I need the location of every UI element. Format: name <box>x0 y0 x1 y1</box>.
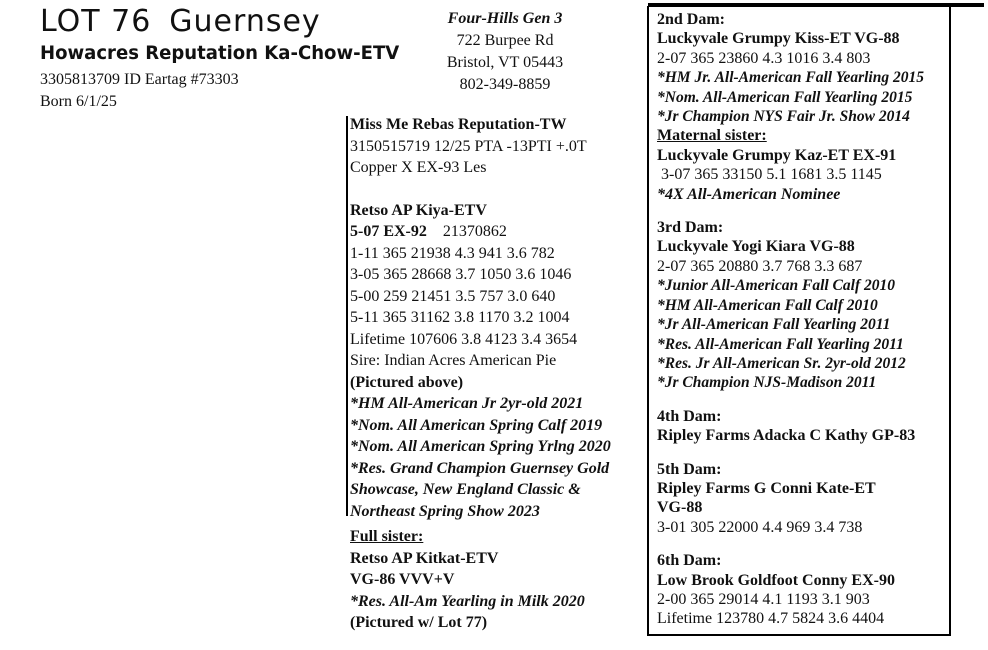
middle-divider <box>346 116 348 516</box>
full-sister-honor: *Res. All-Am Yearling in Milk 2020 <box>350 592 585 610</box>
maternal-sister-name: Luckyvale Grumpy Kaz-ET EX-91 <box>657 146 897 164</box>
full-sister-classification: VG-86 VVV+V <box>350 571 455 588</box>
fourth-dam-label: 4th Dam: <box>657 407 722 425</box>
animal-birthdate: Born 6/1/25 <box>40 93 117 110</box>
animal-name: Howacres Reputation Ka-Chow-ETV <box>40 42 400 64</box>
fifth-dam-label: 5th Dam: <box>657 460 722 478</box>
dam-record: 3-05 365 28668 3.7 1050 3.6 1046 <box>350 266 572 283</box>
dam-lifetime: Lifetime 107606 3.8 4123 3.4 3654 <box>350 330 578 348</box>
consignor-city: Bristol, VT 05443 <box>446 54 564 71</box>
sire-info: 3150515719 12/25 PTA -13PTI +.0T <box>350 137 587 155</box>
dam-classification-row <box>350 221 611 243</box>
animal-registration: 3305813709 ID Eartag #73303 <box>40 71 239 88</box>
third-dam-name: Luckyvale Yogi Kiara VG-88 <box>657 238 855 256</box>
full-sister-pictured: (Pictured w/ Lot 77) <box>350 614 488 631</box>
third-dam-honor: *HM All-American Fall Calf 2010 <box>657 296 878 314</box>
third-dam-honor: *Junior All-American Fall Calf 2010 <box>657 277 895 295</box>
second-dam-name: Luckyvale Grumpy Kiss-ET VG-88 <box>657 30 900 48</box>
second-dam-label: 2nd Dam: <box>657 11 726 28</box>
full-sister-label: Full sister: <box>350 528 424 545</box>
dam-record: 5-11 365 31162 3.8 1170 3.2 1004 <box>350 309 570 326</box>
second-dam-honor: *HM Jr. All-American Fall Yearling 2015 <box>657 69 924 87</box>
third-dam-label: 3rd Dam: <box>657 219 724 237</box>
fifth-dam-classification: VG-88 <box>657 499 703 517</box>
lot-header <box>40 4 321 39</box>
consignor-farm: Four-Hills Gen 3 <box>447 10 563 27</box>
third-dam-honor: *Res. Jr All-American Sr. 2yr-old 2012 <box>657 354 906 372</box>
third-dam-honor: *Res. All-American Fall Yearling 2011 <box>657 335 904 353</box>
second-dam-honor: *Jr Champion NYS Fair Jr. Show 2014 <box>657 108 910 126</box>
dam-sire: Sire: Indian Acres American Pie <box>350 352 557 369</box>
dam-pictured: (Pictured above) <box>350 373 464 391</box>
second-dam-honor: *Nom. All-American Fall Yearling 2015 <box>657 88 913 106</box>
dam-honor: *HM All-American Jr 2yr-old 2021 <box>350 395 584 412</box>
dam-record: 1-11 365 21938 4.3 941 3.6 782 <box>350 244 555 262</box>
fourth-dam-name: Ripley Farms Adacka C Kathy GP-83 <box>657 427 916 445</box>
maternal-sister-honor: *4X All-American Nominee <box>657 185 841 203</box>
third-dam-record: 2-07 365 20880 3.7 768 3.3 687 <box>657 257 863 275</box>
sixth-dam-name: Low Brook Goldfoot Conny EX-90 <box>657 571 895 589</box>
lot-number: LOT 76 <box>40 4 152 39</box>
maternal-sister-label: Maternal sister: <box>657 127 767 145</box>
dam-reg: 21370862 <box>442 223 507 240</box>
fifth-dam-record: 3-01 305 22000 4.4 969 3.4 738 <box>657 518 863 536</box>
sixth-dam-lifetime: Lifetime 123780 4.7 5824 3.6 4404 <box>657 610 885 628</box>
consignor-phone: 802-349-8859 <box>459 76 551 93</box>
dam-name: Retso AP Kiya-ETV <box>350 201 487 219</box>
third-dam-honor: *Jr All-American Fall Yearling 2011 <box>657 316 891 334</box>
sixth-dam-record: 2-00 365 29014 4.1 1193 3.1 903 <box>657 590 870 608</box>
sire-name: Miss Me Rebas Reputation-TW <box>350 116 567 133</box>
maternal-sister-record: 3-07 365 33150 5.1 1681 3.5 1145 <box>657 166 882 184</box>
fifth-dam-name: Ripley Farms G Conni Kate-ET <box>657 479 876 497</box>
sire-dam-column <box>350 114 611 634</box>
dam-honor: Showcase, New England Classic & <box>350 481 581 498</box>
sire-pedigree: Copper X EX-93 Les <box>350 159 487 176</box>
second-dam-record: 2-07 365 23860 4.3 1016 3.4 803 <box>657 49 871 67</box>
pedigree-column <box>657 10 924 629</box>
full-sister-name: Retso AP Kitkat-ETV <box>350 549 499 567</box>
dam-honor: *Nom. All American Spring Calf 2019 <box>350 416 603 434</box>
dam-honor: *Res. Grand Champion Guernsey Gold <box>350 459 610 477</box>
dam-honor: Northeast Spring Show 2023 <box>350 502 540 520</box>
consignor-address: 722 Burpee Rd <box>456 32 554 49</box>
lot-breed: Guernsey <box>169 4 321 39</box>
dam-record: 5-00 259 21451 3.5 757 3.0 640 <box>350 287 556 305</box>
sixth-dam-label: 6th Dam: <box>657 552 722 570</box>
dam-classification: 5-07 EX-92 <box>350 223 427 240</box>
consignor-block <box>420 8 590 96</box>
third-dam-honor: *Jr Champion NJS-Madison 2011 <box>657 374 877 392</box>
dam-honor: *Nom. All American Spring Yrlng 2020 <box>350 438 611 455</box>
